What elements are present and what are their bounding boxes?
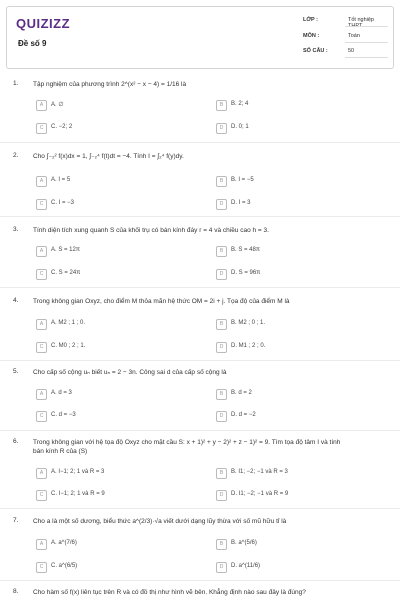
option-d-text: D. d = −2 [231, 412, 256, 418]
option-b-text: B. I = −5 [231, 177, 254, 183]
option-d-box: D [216, 269, 227, 280]
worksheet-header [6, 6, 394, 69]
question-text: Cho hàm số f(x) liên tục trên R và có đồ thị như hình vẽ bên. Khẳng định nào sau đây là đúng? [33, 589, 306, 596]
question-text: Cho cấp số cộng uₙ biết uₙ = 2 − 3n. Công sai d của cấp số cộng là [33, 369, 227, 376]
question-number: 2. [13, 152, 19, 159]
option-d-box: D [216, 199, 227, 210]
option-d-box: D [216, 123, 227, 134]
divider [0, 287, 400, 288]
option-d-text: D. 0; 1 [231, 124, 249, 130]
meta-mon-line [345, 42, 388, 43]
option-b-box: B [216, 176, 227, 187]
worksheet-title: Đề số 9 [18, 39, 47, 48]
divider [0, 360, 400, 361]
option-a-text: A. d = 3 [51, 390, 72, 396]
question-number: 4. [13, 297, 19, 304]
meta-lop-value: Tốt nghiệp THPT [348, 17, 374, 29]
option-d-text: D. a^(11/6) [231, 563, 261, 569]
question-text: Tính diện tích xung quanh S của khối trụ có bán kính đáy r = 4 và chiều cao h = 3. [33, 227, 269, 234]
option-b-text: B. S = 48π [231, 247, 260, 253]
option-a-box: A [36, 246, 47, 257]
option-b-box: B [216, 100, 227, 111]
option-b-box: B [216, 246, 227, 257]
option-c-text: C. d = −3 [51, 412, 76, 418]
meta-socau [303, 46, 388, 58]
option-b-text: B. a^(5/6) [231, 540, 257, 546]
option-c-box: C [36, 562, 47, 573]
option-a-box: A [36, 176, 47, 187]
divider [0, 580, 400, 581]
option-a-box: A [36, 319, 47, 330]
option-c-box: C [36, 269, 47, 280]
question-text: Trong không gian với hệ tọa độ Oxyz cho mặt cầu S: x + 1)² + y − 2)² + z − 1)² = 9. Tìm tọa độ tâm I và tính bán kính R của (S) [33, 439, 341, 455]
question-text: Trong không gian Oxyz, cho điểm M thỏa mãn hệ thức OM = 2i + j. Tọa độ của điểm M là [33, 298, 290, 305]
option-a-text: A. I = 5 [51, 177, 71, 183]
meta-mon-value: Toán [348, 33, 360, 39]
option-c-box: C [36, 123, 47, 134]
option-b-box: B [216, 539, 227, 550]
divider [0, 430, 400, 431]
option-a-box: A [36, 539, 47, 550]
option-c-box: C [36, 342, 47, 353]
option-b-box: B [216, 389, 227, 400]
option-d-box: D [216, 411, 227, 422]
option-b-text: B. d = 2 [231, 390, 252, 396]
option-c-text: C. S = 24π [51, 270, 81, 276]
option-d-text: D. S = 96π [231, 270, 261, 276]
option-a-box: A [36, 100, 47, 111]
meta-socau-label: SỐ CÂU : [303, 48, 328, 54]
option-c-text: C. −2; 2 [51, 124, 73, 130]
option-d-box: D [216, 490, 227, 501]
option-d-box: D [216, 342, 227, 353]
option-c-text: C. M0 ; 2 ; 1. [51, 343, 86, 349]
question-number: 5. [13, 368, 19, 375]
meta-lop-line [345, 26, 388, 27]
quizizz-logo: QUIZIZZ [16, 16, 71, 31]
option-b-box: B [216, 319, 227, 330]
meta-lop-label: LỚP : [303, 17, 318, 23]
meta-lop [303, 15, 388, 27]
option-c-text: C. I−1; 2; 1 và R = 9 [51, 491, 105, 497]
option-a-text: A. I−1; 2; 1 và R = 3 [51, 469, 105, 475]
question-text: Cho ∫₋₂² f(x)dx = 1, ∫₋₂⁴ f(t)dt = −4. Tính I = ∫₂⁴ f(y)dy. [33, 153, 184, 160]
question-text: Tập nghiệm của phương trình 2^(x² − x − 4) = 1/16 là [33, 81, 187, 88]
divider [0, 216, 400, 217]
option-c-text: C. a^(6/5) [51, 563, 78, 569]
question-number: 1. [13, 80, 19, 87]
option-b-box: B [216, 468, 227, 479]
question-text: Cho a là một số dương, biểu thức a^(2/3)·√a viết dưới dạng lũy thừa với số mũ hữu tỉ là [33, 518, 287, 525]
option-d-text: D. M1 ; 2 ; 0. [231, 343, 266, 349]
option-c-box: C [36, 490, 47, 501]
meta-mon [303, 31, 388, 43]
divider [0, 142, 400, 143]
option-c-box: C [36, 199, 47, 210]
option-a-box: A [36, 468, 47, 479]
meta-socau-line [345, 57, 388, 58]
option-a-text: A. a^(7/6) [51, 540, 77, 546]
option-a-box: A [36, 389, 47, 400]
question-number: 6. [13, 438, 19, 445]
option-c-text: C. I = −3 [51, 200, 75, 206]
option-b-text: B. I1; −2; −1 và R = 3 [231, 469, 288, 475]
option-a-text: A. ∅ [51, 102, 64, 108]
meta-socau-value: 50 [348, 48, 355, 54]
divider [0, 508, 400, 509]
question-number: 8. [13, 588, 19, 595]
meta-mon-label: MÔN : [303, 33, 320, 39]
question-number: 7. [13, 517, 19, 524]
question-number: 3. [13, 226, 19, 233]
option-d-box: D [216, 562, 227, 573]
option-c-box: C [36, 411, 47, 422]
option-d-text: D. I = 3 [231, 200, 251, 206]
option-d-text: D. I1; −2; −1 và R = 9 [231, 491, 289, 497]
option-b-text: B. 2; 4 [231, 101, 249, 107]
option-a-text: A. S = 12π [51, 247, 80, 253]
option-a-text: A. M2 ; 1 ; 0. [51, 320, 86, 326]
option-b-text: B. M2 ; 0 ; 1. [231, 320, 266, 326]
